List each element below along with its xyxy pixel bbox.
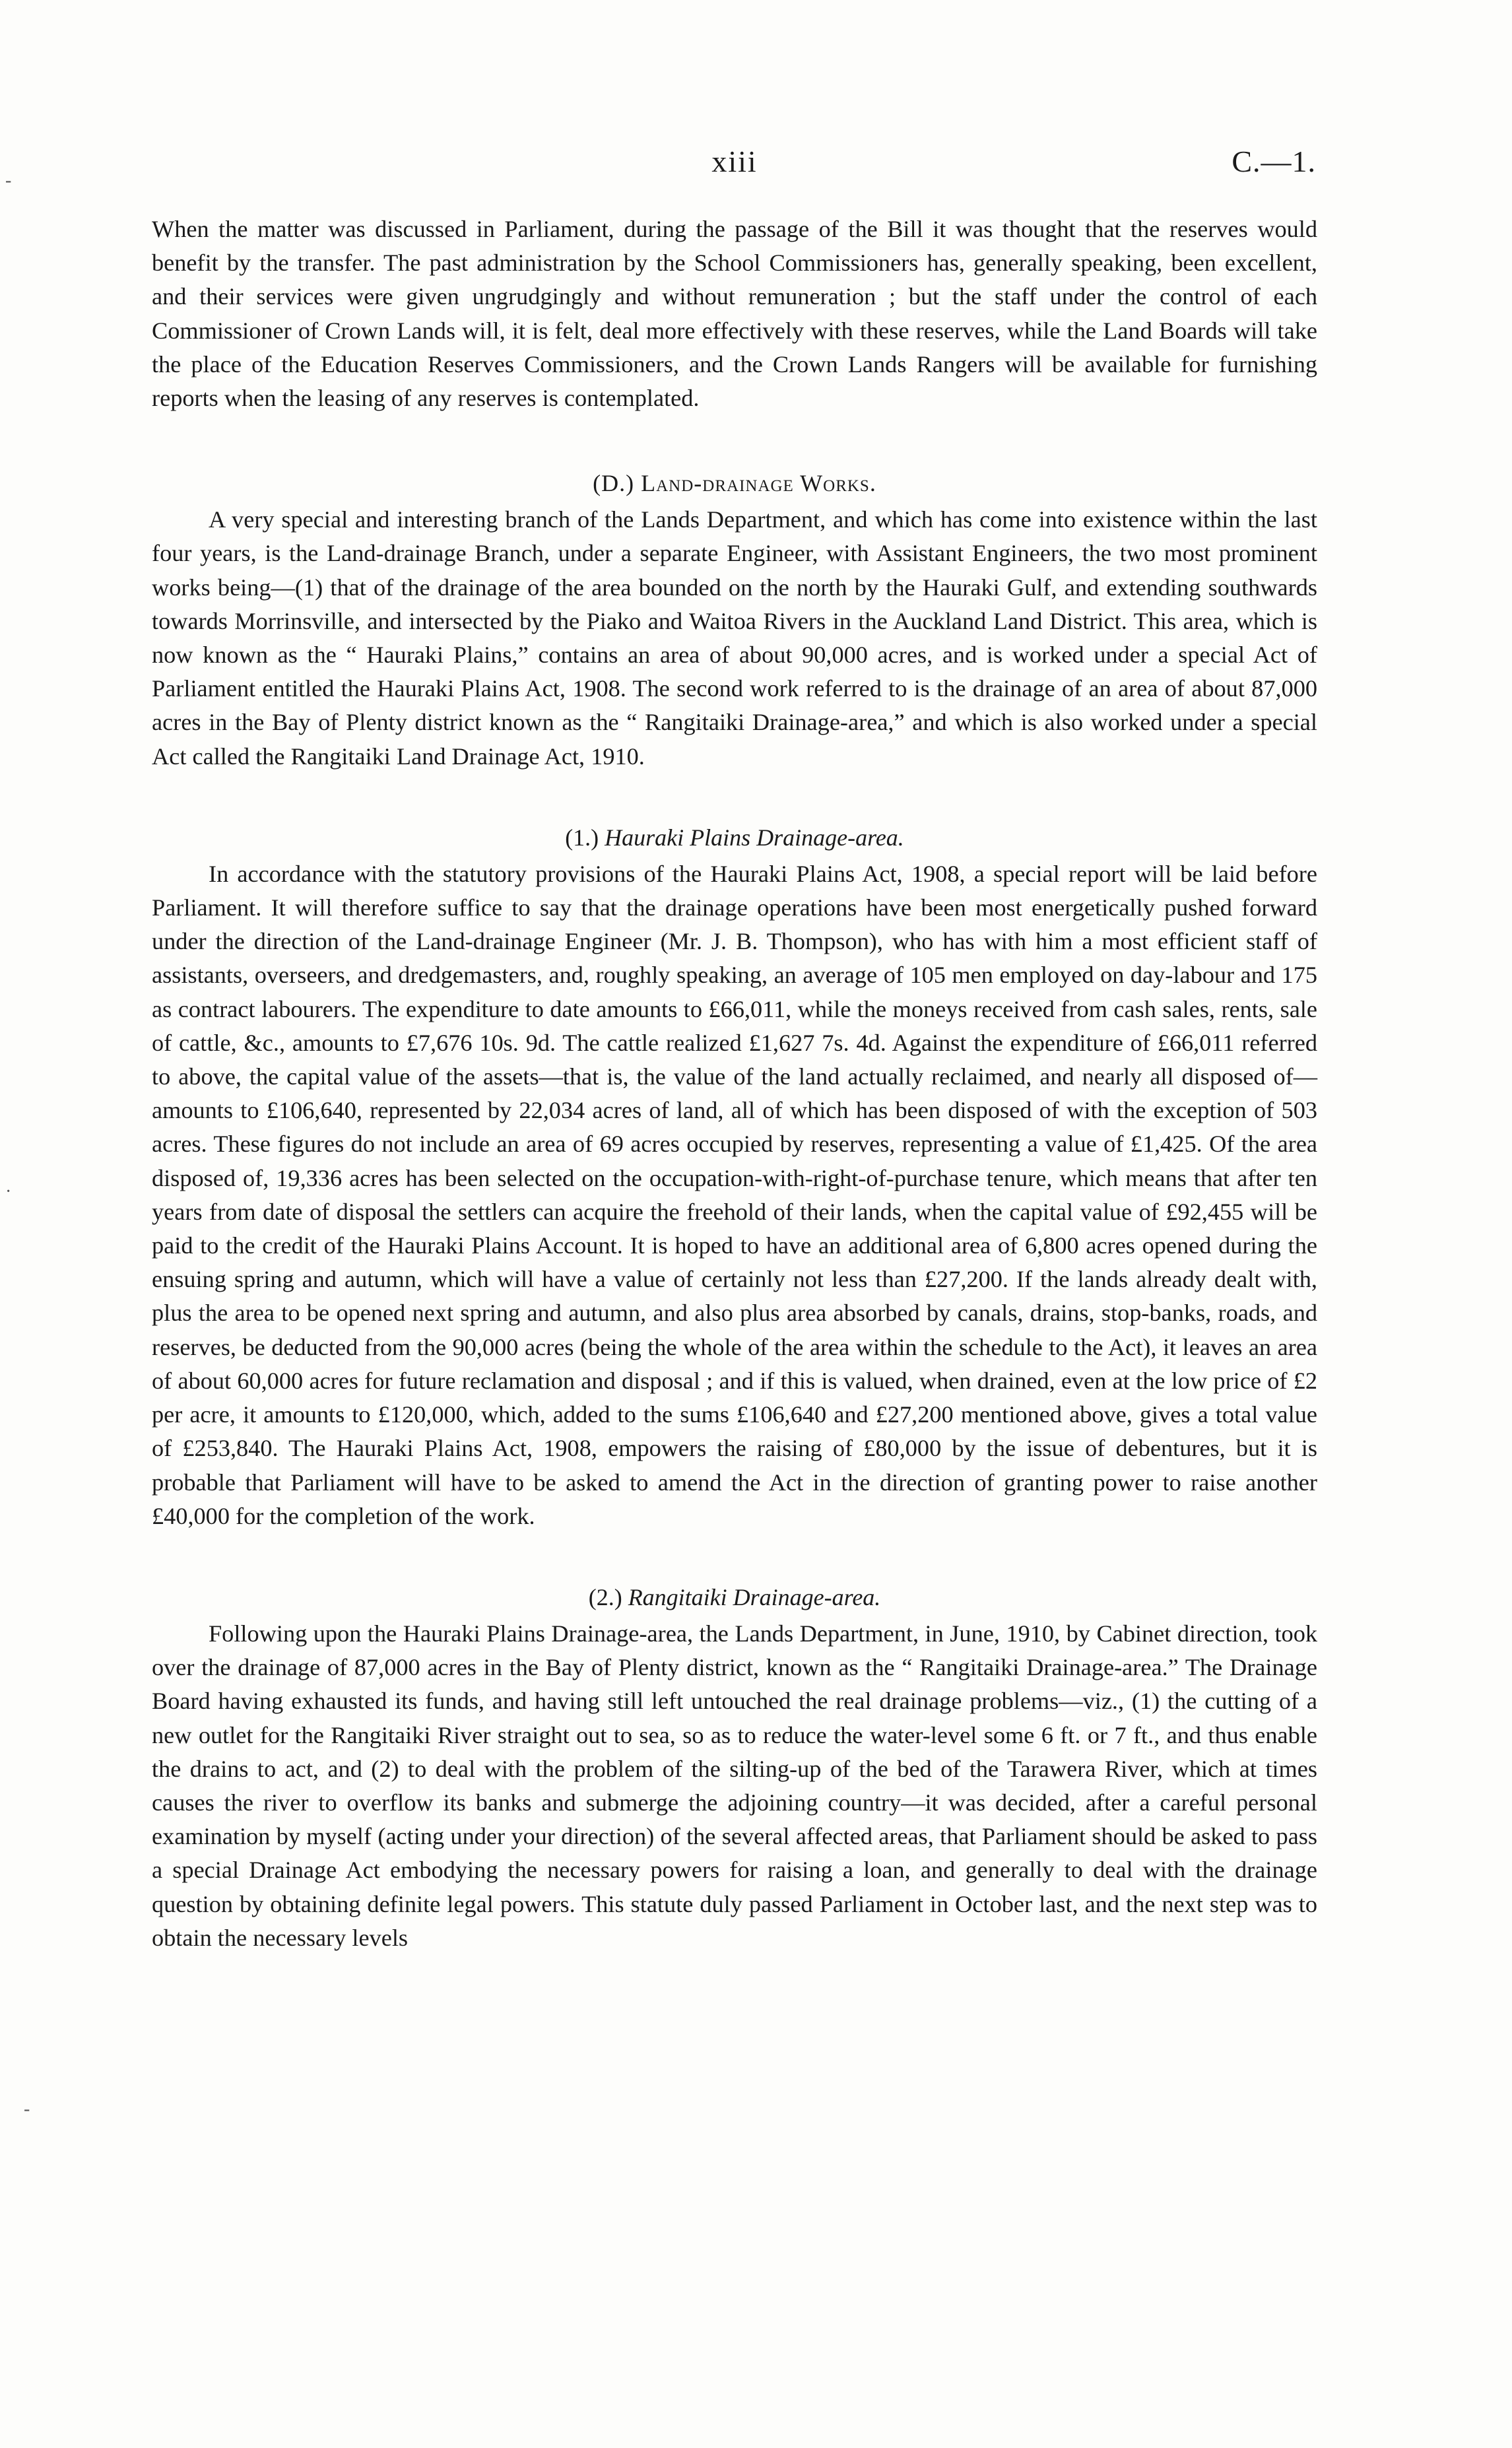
paragraph-hauraki: In accordance with the statutory provisions of the Hauraki Plains Act, 1908, a special report will be laid before Parliament. It will therefore suffice to say that the drainage operations have been most energetically pushed forward under the direction of the Land-drainage Engineer (Mr. J. B. Thompson), who has with him a most efficient staff of assistants, overseers, and dredgemasters, and, roughly speaking, an average of 105 men employed on day-labour and 175 as contract labourers. The expenditure to date amounts to £66,011, while the moneys received from cash sales, rents, sale of cattle, &c., amounts to £7,676 10s. 9d. The cattle realized £1,627 7s. 4d. Against the expenditure of £66,011 referred to above, the capital value of the assets—that is, the value of the land actually reclaimed, and nearly all disposed of—amounts to £106,640, represented by 22,034 acres of land, all of which has been disposed of with the exception of 503 acres. These figures do not include an area of 69 acres occupied by reserves, representing a value of £1,425. Of the area disposed of, 19,336 acres has been selected on the occupation-with-right-of-purchase tenure, which means that after ten years from date of disposal the settlers can acquire the freehold of their lands, when the capital value of £92,455 will be paid to the credit of the Hauraki Plains Account. It is hoped to have an additional area of 6,800 acres opened during the ensuing spring and autumn, which will have a value of certainly not less than £27,200. If the lands already dealt with, plus the area to be opened next spring and autumn, and also plus area absorbed by canals, drains, stop-banks, roads, and reserves, be deducted from the 90,000 acres (being the whole of the area within the schedule to the Act), it leaves an area of about 60,000 acres for future reclamation and disposal ; and if this is valued, when drained, even at the low price of £2 per acre, it amounts to £120,000, which, added to the sums £106,640 and £27,200 mentioned above, gives a total value of £253,840. The Hauraki Plains Act, 1908, empowers the raising of £80,000 by the issue of debentures, but it is probable that Parliament will have to be asked to amend the Act in the direction of granting power to raise another £40,000 for the completion of the work. [152, 860, 1317, 1529]
margin-mark: - [5, 170, 12, 191]
section-title: Land-drainage Works. [641, 470, 876, 497]
margin-mark: - [24, 2099, 30, 2119]
section-label: (D.) [593, 470, 635, 497]
subsection-label: (2.) [588, 1583, 622, 1610]
page-header [153, 144, 1316, 197]
section-heading-d [152, 467, 1317, 500]
subsection-heading-2 [152, 1581, 1317, 1614]
paragraph-rangitaiki: Following upon the Hauraki Plains Drainage-area, the Lands Department, in June, 1910, by Cabinet direction, took over the drainage of 87,000 acres in the Bay of Plenty district, known as the “ Rangitaiki Drainage-area.” The Drainage Board having exhausted its funds, and having still left untouched the real drainage problems—viz., (1) the cutting of a new outlet for the Rangitaiki River straight out to sea, so as to reduce the water-level some 6 ft. or 7 ft., and thus enable the drains to act, and (2) to deal with the problem of the silting-up of the bed of the Tarawera River, which at times causes the river to overflow its banks and submerge the adjoining country—it was decided, after a careful personal examination by myself (acting under your direction) of the several affected areas, that Parliament should be asked to pass a special Drainage Act embodying the necessary powers for raising a loan, and generally to deal with the drainage question by obtaining definite legal powers. This statute duly passed Parliament in October last, and the next step was to obtain the necessary levels [152, 1620, 1317, 1951]
paper-reference: C.—1. [1232, 145, 1316, 178]
page-number: xiii [711, 145, 758, 178]
margin-mark: · [5, 1181, 12, 1202]
paragraph-intro: When the matter was discussed in Parliament, during the passage of the Bill it was thought that the reserves would benefit by the transfer. The past administration by the School Commissioners has, generally speaking, been excellent, and their services were given ungrudgingly and without remuneration ; but the staff under the control of each Commissioner of Crown Lands will, it is felt, deal more effectively with these reserves, while the Land Boards will take the place of the Education Reserves Commissioners, and the Crown Lands Rangers will be available for furnishing reports when the leasing of any reserves is contemplated. [152, 216, 1317, 412]
subsection-title: Hauraki Plains Drainage-area. [605, 824, 904, 851]
subsection-heading-1 [152, 821, 1317, 855]
subsection-title: Rangitaiki Drainage-area. [628, 1583, 881, 1610]
paragraph-land-drainage: A very special and interesting branch of the Lands Department, and which has come into existence within the last four years, is the Land-drainage Branch, under a separate Engineer, with Assistant Engineers, the two most prominent works being—(1) that of the drainage of the area bounded on the north by the Hauraki Gulf, and extending southwards towards Morrinsville, and intersected by the Piako and Waitoa Rivers in the Auckland Land District. This area, which is now known as the “ Hauraki Plains,” contains an area of about 90,000 acres, and is worked under a special Act of Parliament entitled the Hauraki Plains Act, 1908. The second work referred to is the drainage of an area of about 87,000 acres in the Bay of Plenty district known as the “ Rangitaiki Drainage-area,” and which is also worked under a special Act called the Rangitaiki Land Drainage Act, 1910. [152, 506, 1317, 770]
document-body [152, 213, 1317, 1955]
subsection-label: (1.) [565, 824, 599, 851]
